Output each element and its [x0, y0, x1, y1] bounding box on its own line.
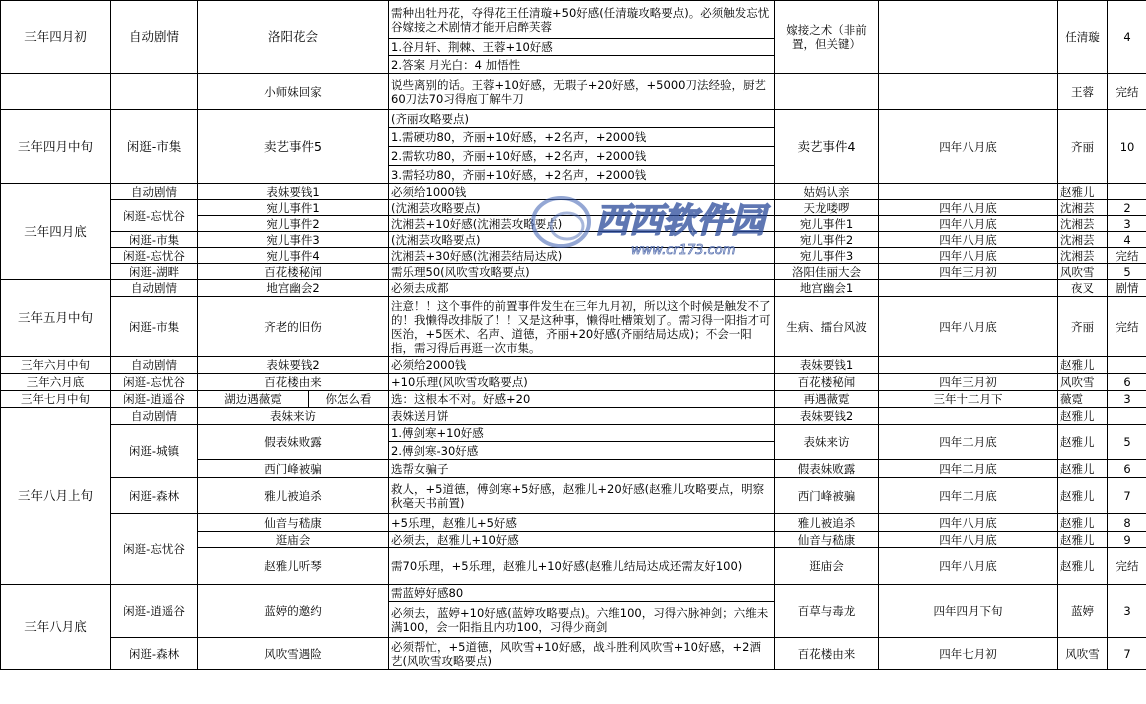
detail-cell: 选：这根本不对。好感+20 [389, 391, 775, 408]
prerequisite-cell: 表妹来访 [775, 425, 879, 460]
detail-cell: 沈湘芸+10好感(沈湘芸攻略要点) [389, 216, 775, 232]
type-cell: 闲逛-市集 [111, 232, 198, 248]
character-cell: 沈湘芸 [1058, 232, 1108, 248]
time-cell: 四年八月底 [879, 297, 1058, 357]
event-cell: 表妹来访 [198, 408, 389, 425]
type-cell: 闲逛-忘忧谷 [111, 374, 198, 391]
prerequisite-cell: 姑妈认亲 [775, 184, 879, 200]
event-cell: 百花楼由来 [198, 374, 389, 391]
table-row [1, 478, 1146, 514]
number-cell [1108, 184, 1146, 200]
type-cell: 自动剧情 [111, 357, 198, 374]
detail-cell: 2.答案 月光白：4 加悟性 [389, 56, 775, 74]
table-row [1, 585, 1146, 602]
table-row [1, 264, 1146, 280]
prerequisite-cell: 天龙喽啰 [775, 200, 879, 216]
detail-cell: 救人，+5道德，傅剑寒+5好感，赵雅儿+20好感(赵雅儿攻略要点，明察秋毫天书前置) [389, 478, 775, 514]
prerequisite-cell: 卖艺事件4 [775, 110, 879, 184]
time-cell [879, 357, 1058, 374]
table-row [1, 280, 1146, 297]
table-row [1, 1, 1146, 39]
character-cell: 赵雅儿 [1058, 460, 1108, 478]
detail-cell: (沈湘芸攻略要点) [389, 200, 775, 216]
character-cell: 赵雅儿 [1058, 357, 1108, 374]
detail-cell: 需70乐理，+5乐理，赵雅儿+10好感(赵雅儿结局达成还需友好100) [389, 548, 775, 585]
time-cell: 四年八月底 [879, 216, 1058, 232]
prerequisite-cell: 仙音与嵇康 [775, 532, 879, 548]
time-cell: 四年八月底 [879, 532, 1058, 548]
time-cell [879, 1, 1058, 74]
detail-cell: 1.谷月轩、荆棘、王蓉+10好感 [389, 39, 775, 56]
detail-cell: 必须去，赵雅儿+10好感 [389, 532, 775, 548]
table-row [1, 374, 1146, 391]
type-cell: 闲逛-忘忧谷 [111, 514, 198, 585]
time-cell [879, 408, 1058, 425]
prerequisite-cell: 表妹要钱2 [775, 408, 879, 425]
prerequisite-cell: 宛儿事件1 [775, 216, 879, 232]
time-cell [879, 184, 1058, 200]
character-cell: 赵雅儿 [1058, 514, 1108, 532]
prerequisite-cell [775, 74, 879, 110]
time-cell: 四年三月初 [879, 264, 1058, 280]
prerequisite-cell: 百花楼由来 [775, 638, 879, 670]
number-cell: 6 [1108, 374, 1146, 391]
number-cell: 4 [1108, 232, 1146, 248]
detail-cell: 选帮女骗子 [389, 460, 775, 478]
prerequisite-cell: 地宫幽会1 [775, 280, 879, 297]
event-cell: 赵雅儿听琴 [198, 548, 389, 585]
type-cell: 闲逛-忘忧谷 [111, 200, 198, 232]
event-cell: 假表妹败露 [198, 425, 389, 460]
time-cell: 四年八月底 [879, 110, 1058, 184]
event-cell: 仙音与嵇康 [198, 514, 389, 532]
number-cell: 6 [1108, 460, 1146, 478]
date-cell: 三年六月底 [1, 374, 111, 391]
detail-cell: 沈湘芸+30好感(沈湘芸结局达成) [389, 248, 775, 264]
character-cell: 蓝婷 [1058, 585, 1108, 638]
number-cell: 5 [1108, 264, 1146, 280]
date-cell: 三年七月中旬 [1, 391, 111, 408]
date-cell [1, 74, 111, 110]
type-cell [111, 74, 198, 110]
detail-cell: (沈湘芸攻略要点) [389, 232, 775, 248]
event-cell: 宛儿事件2 [198, 216, 389, 232]
type-cell: 闲逛-湖畔 [111, 264, 198, 280]
type-cell: 闲逛-市集 [111, 110, 198, 184]
detail-cell: 必须帮忙，+5道德，风吹雪+10好感，战斗胜利风吹雪+10好感，+2酒艺(风吹雪攻略要点) [389, 638, 775, 670]
detail-cell: 需蓝婷好感80 [389, 585, 775, 602]
extra-cell: 你怎么看 [309, 391, 389, 408]
number-cell: 3 [1108, 216, 1146, 232]
table-row [1, 297, 1146, 357]
detail-cell: 表姝送月饼 [389, 408, 775, 425]
time-cell: 四年八月底 [879, 248, 1058, 264]
detail-cell: +10乐理(风吹雪攻略要点) [389, 374, 775, 391]
number-cell [1108, 408, 1146, 425]
event-cell: 表妹要钱2 [198, 357, 389, 374]
watermark-text: 西西软件园 [595, 201, 765, 241]
detail-cell: 必须给2000钱 [389, 357, 775, 374]
event-cell: 风吹雪遇险 [198, 638, 389, 670]
number-cell: 完结 [1108, 297, 1146, 357]
character-cell: 赵雅儿 [1058, 548, 1108, 585]
type-cell: 闲逛-忘忧谷 [111, 248, 198, 264]
character-cell: 赵雅儿 [1058, 425, 1108, 460]
detail-cell: 3.需轻功80，齐丽+10好感，+2名声，+2000钱 [389, 166, 775, 184]
prerequisite-cell: 假表妹败露 [775, 460, 879, 478]
number-cell: 7 [1108, 478, 1146, 514]
character-cell: 王蓉 [1058, 74, 1108, 110]
number-cell: 完结 [1108, 74, 1146, 110]
prerequisite-cell: 雅儿被追杀 [775, 514, 879, 532]
type-cell: 闲逛-逍遥谷 [111, 391, 198, 408]
character-cell: 赵雅儿 [1058, 408, 1108, 425]
number-cell: 剧情 [1108, 280, 1146, 297]
event-cell: 宛儿事件4 [198, 248, 389, 264]
number-cell: 5 [1108, 425, 1146, 460]
time-cell: 四年八月底 [879, 514, 1058, 532]
number-cell: 3 [1108, 391, 1146, 408]
type-cell: 自动剧情 [111, 280, 198, 297]
time-cell: 四年二月底 [879, 460, 1058, 478]
detail-cell: 2.傅剑寒-30好感 [389, 442, 775, 460]
table-row [1, 391, 1146, 408]
time-cell: 四年四月下旬 [879, 585, 1058, 638]
prerequisite-cell: 再遇薇霓 [775, 391, 879, 408]
character-cell: 沈湘芸 [1058, 200, 1108, 216]
event-cell: 西门峰被骗 [198, 460, 389, 478]
event-cell: 小师妹回家 [198, 74, 389, 110]
prerequisite-cell: 嫁接之术（非前置，但关键） [775, 1, 879, 74]
character-cell: 赵雅儿 [1058, 184, 1108, 200]
prerequisite-cell: 逛庙会 [775, 548, 879, 585]
type-cell: 自动剧情 [111, 408, 198, 425]
detail-cell: 需种出牡丹花，夺得花王任清璇+50好感(任清璇攻略要点)。必须触发忘忧谷嫁接之术剧情才能开启醉芙蓉 [389, 1, 775, 39]
date-cell: 三年八月底 [1, 585, 111, 670]
date-cell: 三年八月上旬 [1, 408, 111, 585]
time-cell: 四年八月底 [879, 200, 1058, 216]
event-cell: 逛庙会 [198, 532, 389, 548]
number-cell: 完结 [1108, 548, 1146, 585]
table-row [1, 357, 1146, 374]
number-cell: 3 [1108, 585, 1146, 638]
date-cell: 三年四月底 [1, 184, 111, 280]
character-cell: 齐丽 [1058, 297, 1108, 357]
character-cell: 风吹雪 [1058, 264, 1108, 280]
number-cell: 7 [1108, 638, 1146, 670]
number-cell: 8 [1108, 514, 1146, 532]
prerequisite-cell: 西门峰被骗 [775, 478, 879, 514]
event-cell: 蓝婷的邀约 [198, 585, 389, 638]
time-cell: 四年八月底 [879, 232, 1058, 248]
type-cell: 闲逛-森林 [111, 638, 198, 670]
prerequisite-cell: 宛儿事件3 [775, 248, 879, 264]
detail-cell: 1.需硬功80，齐丽+10好感，+2名声，+2000钱 [389, 128, 775, 147]
number-cell: 2 [1108, 200, 1146, 216]
date-cell: 三年五月中旬 [1, 280, 111, 357]
time-cell: 三年十二月下 [879, 391, 1058, 408]
detail-cell: +5乐理，赵雅儿+5好感 [389, 514, 775, 532]
event-cell: 百花楼秘闻 [198, 264, 389, 280]
time-cell: 四年二月底 [879, 425, 1058, 460]
detail-cell: 注意！！这个事件的前置事件发生在三年九月初，所以这个时候是触发不了的！我懒得改排版了！！又是这种事，懒得吐槽策划了。需习得一阳指才可医治，+5医术、名声、道德，齐丽+20好感(齐丽结局达成)；不会一阳指，需习得后再逛一次市集。 [389, 297, 775, 357]
type-cell: 闲逛-逍遥谷 [111, 585, 198, 638]
number-cell: 9 [1108, 532, 1146, 548]
character-cell: 沈湘芸 [1058, 248, 1108, 264]
prerequisite-cell: 表妹要钱1 [775, 357, 879, 374]
table-row [1, 200, 1146, 216]
table-row [1, 110, 1146, 128]
detail-cell: (齐丽攻略要点) [389, 110, 775, 128]
type-cell: 闲逛-森林 [111, 478, 198, 514]
table-row [1, 184, 1146, 200]
event-cell: 雅儿被追杀 [198, 478, 389, 514]
table-row [1, 514, 1146, 532]
date-cell: 三年四月中旬 [1, 110, 111, 184]
prerequisite-cell: 百花楼秘闻 [775, 374, 879, 391]
table-row [1, 74, 1146, 110]
time-cell [879, 280, 1058, 297]
type-cell: 闲逛-城镇 [111, 425, 198, 478]
date-cell: 三年六月中旬 [1, 357, 111, 374]
table-row [1, 638, 1146, 670]
detail-cell: 说些离别的话。王蓉+10好感，无瑕子+20好感，+5000刀法经验，厨艺60刀法70习得庖丁解牛刀 [389, 74, 775, 110]
watermark-url: www.cr173.com [631, 243, 736, 258]
table-row [1, 425, 1146, 442]
prerequisite-cell: 宛儿事件2 [775, 232, 879, 248]
character-cell: 齐丽 [1058, 110, 1108, 184]
character-cell: 风吹雪 [1058, 638, 1108, 670]
character-cell: 赵雅儿 [1058, 478, 1108, 514]
number-cell: 4 [1108, 1, 1146, 74]
number-cell: 10 [1108, 110, 1146, 184]
time-cell [879, 74, 1058, 110]
detail-cell: 必须去，蓝婷+10好感(蓝婷攻略要点)。六维100，习得六脉神剑；六维未满100，会一阳指且内功100，习得少商剑 [389, 602, 775, 638]
detail-cell: 1.傅剑寒+10好感 [389, 425, 775, 442]
number-cell [1108, 357, 1146, 374]
prerequisite-cell: 生病、擂台风波 [775, 297, 879, 357]
prerequisite-cell: 百草与毒龙 [775, 585, 879, 638]
character-cell: 任清璇 [1058, 1, 1108, 74]
character-cell: 沈湘芸 [1058, 216, 1108, 232]
character-cell: 赵雅儿 [1058, 532, 1108, 548]
number-cell: 完结 [1108, 248, 1146, 264]
event-cell: 卖艺事件5 [198, 110, 389, 184]
character-cell: 夜叉 [1058, 280, 1108, 297]
event-cell: 宛儿事件3 [198, 232, 389, 248]
event-cell: 齐老的旧伤 [198, 297, 389, 357]
table-row [1, 248, 1146, 264]
event-cell: 表妹要钱1 [198, 184, 389, 200]
detail-cell: 需乐理50(风吹雪攻略要点) [389, 264, 775, 280]
character-cell: 风吹雪 [1058, 374, 1108, 391]
type-cell: 自动剧情 [111, 184, 198, 200]
prerequisite-cell: 洛阳佳丽大会 [775, 264, 879, 280]
event-cell: 地宫幽会2 [198, 280, 389, 297]
character-cell: 薇霓 [1058, 391, 1108, 408]
time-cell: 四年八月底 [879, 548, 1058, 585]
type-cell: 自动剧情 [111, 1, 198, 74]
table-row [1, 232, 1146, 248]
time-cell: 四年二月底 [879, 478, 1058, 514]
event-cell: 洛阳花会 [198, 1, 389, 74]
event-cell: 宛儿事件1 [198, 200, 389, 216]
detail-cell: 必须给1000钱 [389, 184, 775, 200]
detail-cell: 必须去成都 [389, 280, 775, 297]
time-cell: 四年七月初 [879, 638, 1058, 670]
time-cell: 四年三月初 [879, 374, 1058, 391]
detail-cell: 2.需软功80，齐丽+10好感，+2名声，+2000钱 [389, 147, 775, 166]
event-cell: 湖边遇薇霓 [198, 391, 309, 408]
date-cell: 三年四月初 [1, 1, 111, 74]
type-cell: 闲逛-市集 [111, 297, 198, 357]
table-row [1, 408, 1146, 425]
